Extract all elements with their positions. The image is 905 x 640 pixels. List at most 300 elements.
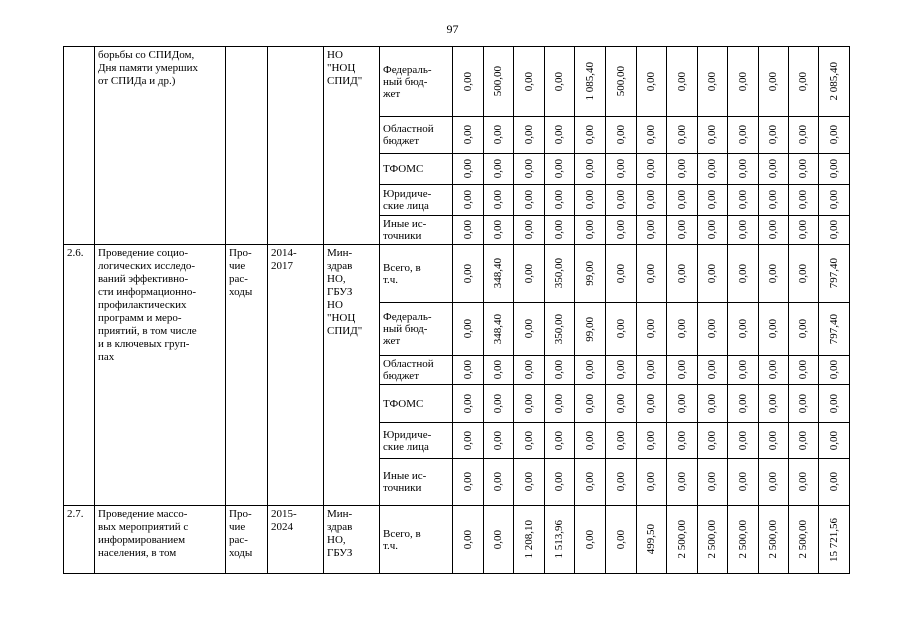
amount-cell	[453, 245, 484, 303]
amount-cell	[637, 423, 667, 459]
amount-value: 0,00	[736, 430, 749, 451]
amount-cell	[819, 185, 850, 216]
amount-cell	[789, 154, 819, 185]
amount-value: 0,00	[553, 220, 565, 240]
budget-table	[63, 46, 850, 574]
amount-value: 0,00	[675, 159, 688, 179]
amount-cell	[545, 245, 575, 303]
amount-value: 0,00	[767, 71, 779, 92]
amount-cell	[575, 303, 606, 356]
amount-cell	[637, 303, 667, 356]
amount-value: 0,00	[553, 393, 565, 414]
amount-cell	[606, 423, 637, 459]
amount-cell	[606, 47, 637, 117]
period: 2015- 2024	[268, 506, 324, 574]
amount-cell	[545, 117, 575, 154]
amount-cell	[789, 423, 819, 459]
amount-value: 0,00	[797, 125, 809, 145]
amount-value: 0,00	[461, 319, 474, 339]
amount-cell	[545, 216, 575, 245]
amount-cell	[728, 303, 759, 356]
amount-value: 0,00	[461, 190, 474, 210]
amount-cell	[575, 423, 606, 459]
amount-value: 0,00	[645, 472, 657, 492]
amount-value: 0,00	[522, 71, 535, 92]
amount-value: 0,00	[583, 472, 596, 492]
amount-value: 0,00	[614, 393, 627, 414]
amount-value: 0,00	[767, 393, 779, 414]
amount-value: 0,00	[522, 393, 535, 414]
amount-cell	[789, 47, 819, 117]
executor: НО "НОЦ СПИД"	[324, 47, 380, 245]
amount-value: 0,00	[492, 529, 504, 550]
amount-cell	[759, 47, 789, 117]
amount-cell	[789, 385, 819, 423]
amount-cell	[667, 303, 698, 356]
amount-value: 0,00	[645, 430, 657, 451]
amount-value: 0,00	[767, 159, 779, 179]
amount-value: 0,00	[553, 430, 565, 451]
amount-cell	[453, 154, 484, 185]
amount-cell	[728, 47, 759, 117]
amount-cell	[789, 303, 819, 356]
amount-value: 0,00	[645, 125, 657, 145]
funding-source: Областной бюджет	[380, 356, 453, 385]
amount-value: 0,00	[706, 472, 718, 492]
amount-value: 0,00	[767, 125, 779, 145]
amount-cell	[698, 47, 728, 117]
period	[268, 47, 324, 245]
amount-cell	[698, 423, 728, 459]
amount-cell	[759, 303, 789, 356]
amount-cell	[819, 117, 850, 154]
amount-value: 0,00	[553, 71, 565, 92]
amount-value: 0,00	[461, 220, 474, 240]
page-number: 97	[446, 22, 459, 36]
amount-value: 0,00	[461, 159, 474, 179]
amount-value: 0,00	[827, 190, 840, 210]
amount-value: 0,00	[461, 125, 474, 145]
amount-value: 0,00	[461, 472, 474, 492]
amount-cell	[637, 154, 667, 185]
amount-value: 0,00	[706, 430, 718, 451]
funding-source: Иные ис- точники	[380, 216, 453, 245]
funding-source: Иные ис- точники	[380, 459, 453, 506]
amount-value: 0,00	[675, 360, 688, 380]
item-number: 2.7.	[64, 506, 95, 574]
amount-value: 0,00	[736, 71, 749, 92]
amount-value: 0,00	[553, 125, 565, 145]
amount-value: 0,00	[797, 71, 809, 92]
amount-cell	[698, 185, 728, 216]
funding-source: ТФОМС	[380, 385, 453, 423]
amount-value: 0,00	[645, 190, 657, 210]
amount-cell	[698, 117, 728, 154]
amount-value: 0,00	[461, 71, 474, 92]
amount-cell	[819, 154, 850, 185]
amount-value: 0,00	[522, 263, 535, 284]
amount-value: 0,00	[583, 190, 596, 210]
amount-cell	[545, 356, 575, 385]
amount-value: 0,00	[767, 319, 779, 339]
amount-value: 0,00	[522, 360, 535, 380]
amount-value: 797,40	[827, 313, 840, 345]
amount-cell	[637, 506, 667, 574]
amount-value: 2 500,00	[706, 520, 718, 559]
amount-cell	[453, 117, 484, 154]
amount-value: 0,00	[492, 159, 504, 179]
amount-cell	[698, 459, 728, 506]
amount-cell	[484, 303, 514, 356]
amount-cell	[606, 117, 637, 154]
amount-value: 0,00	[492, 360, 504, 380]
amount-cell	[667, 506, 698, 574]
amount-value: 0,00	[706, 190, 718, 210]
amount-value: 0,00	[461, 360, 474, 380]
amount-value: 0,00	[797, 220, 809, 240]
amount-value: 0,00	[797, 360, 809, 380]
amount-value: 0,00	[827, 430, 840, 451]
amount-value: 1 513,96	[553, 520, 565, 559]
activity-description: Проведение социо- логических исследо- ваний эффективно- сти информационно- профилактических программ и меро- приятий, в том числе и в ключевых груп- пах	[95, 245, 226, 506]
amount-cell	[484, 245, 514, 303]
amount-value: 0,00	[614, 220, 627, 240]
amount-cell	[698, 303, 728, 356]
amount-cell	[637, 47, 667, 117]
amount-value: 500,00	[492, 66, 504, 97]
amount-value: 0,00	[736, 159, 749, 179]
amount-cell	[545, 385, 575, 423]
amount-cell	[728, 506, 759, 574]
executor: Мин- здрав НО, ГБУЗ НО "НОЦ СПИД"	[324, 245, 380, 506]
amount-cell	[698, 245, 728, 303]
amount-cell	[667, 185, 698, 216]
activity-description: борьбы со СПИДом, Дня памяти умерших от СПИДа и др.)	[95, 47, 226, 245]
amount-value: 350,00	[553, 258, 565, 289]
amount-value: 0,00	[492, 430, 504, 451]
amount-value: 0,00	[706, 263, 718, 284]
amount-cell	[484, 506, 514, 574]
amount-cell	[575, 459, 606, 506]
amount-cell	[667, 459, 698, 506]
amount-cell	[484, 385, 514, 423]
funding-source: Юридиче- ские лица	[380, 423, 453, 459]
amount-cell	[514, 245, 545, 303]
amount-value: 1 085,40	[583, 62, 596, 101]
amount-value: 0,00	[797, 190, 809, 210]
amount-value: 0,00	[736, 319, 749, 339]
amount-value: 0,00	[522, 190, 535, 210]
amount-value: 0,00	[461, 263, 474, 284]
amount-value: 0,00	[736, 190, 749, 210]
amount-value: 0,00	[583, 529, 596, 550]
amount-value: 0,00	[706, 220, 718, 240]
amount-cell	[453, 459, 484, 506]
amount-value: 0,00	[675, 125, 688, 145]
amount-cell	[759, 216, 789, 245]
amount-cell	[667, 154, 698, 185]
amount-value: 0,00	[706, 159, 718, 179]
amount-value: 0,00	[492, 190, 504, 210]
amount-value: 0,00	[797, 263, 809, 284]
amount-value: 2 500,00	[797, 520, 809, 559]
amount-cell	[698, 154, 728, 185]
amount-cell	[728, 423, 759, 459]
amount-cell	[606, 245, 637, 303]
amount-cell	[514, 154, 545, 185]
amount-cell	[484, 47, 514, 117]
amount-value: 0,00	[736, 220, 749, 240]
amount-cell	[606, 459, 637, 506]
amount-cell	[759, 154, 789, 185]
amount-cell	[453, 185, 484, 216]
amount-value: 0,00	[767, 220, 779, 240]
amount-cell	[514, 303, 545, 356]
amount-value: 0,00	[827, 220, 840, 240]
amount-cell	[606, 506, 637, 574]
amount-cell	[606, 216, 637, 245]
amount-value: 0,00	[706, 125, 718, 145]
expense-type: Про- чие рас- ходы	[226, 245, 268, 506]
amount-cell	[819, 303, 850, 356]
amount-value: 15 721,56	[827, 517, 840, 562]
amount-value: 2 500,00	[675, 520, 688, 559]
funding-source: ТФОМС	[380, 154, 453, 185]
amount-value: 0,00	[614, 360, 627, 380]
activity-description: Проведение массо- вых мероприятий с информированием населения, в том	[95, 506, 226, 574]
amount-cell	[453, 506, 484, 574]
amount-cell	[789, 356, 819, 385]
amount-value: 0,00	[522, 220, 535, 240]
amount-cell	[698, 216, 728, 245]
amount-cell	[728, 117, 759, 154]
amount-value: 0,00	[797, 393, 809, 414]
amount-value: 0,00	[492, 472, 504, 492]
amount-cell	[514, 185, 545, 216]
amount-value: 0,00	[553, 360, 565, 380]
amount-cell	[759, 385, 789, 423]
amount-value: 1 208,10	[522, 520, 535, 559]
amount-cell	[759, 245, 789, 303]
amount-value: 0,00	[645, 319, 657, 339]
funding-source: Федераль- ный бюд- жет	[380, 47, 453, 117]
amount-value: 0,00	[492, 393, 504, 414]
amount-value: 0,00	[827, 360, 840, 380]
amount-value: 499,50	[645, 524, 657, 555]
amount-cell	[606, 303, 637, 356]
amount-cell	[698, 506, 728, 574]
amount-value: 348,40	[492, 258, 504, 289]
amount-value: 0,00	[645, 263, 657, 284]
amount-value: 0,00	[522, 159, 535, 179]
amount-cell	[514, 356, 545, 385]
amount-value: 0,00	[675, 71, 688, 92]
amount-value: 2 085,40	[827, 62, 840, 101]
amount-value: 0,00	[736, 360, 749, 380]
amount-cell	[819, 216, 850, 245]
amount-cell	[453, 356, 484, 385]
amount-value: 0,00	[767, 263, 779, 284]
expense-type: Про- чие рас- ходы	[226, 506, 268, 574]
amount-value: 0,00	[736, 472, 749, 492]
amount-value: 0,00	[461, 529, 474, 550]
executor: Мин- здрав НО, ГБУЗ	[324, 506, 380, 574]
amount-cell	[819, 459, 850, 506]
amount-value: 0,00	[767, 190, 779, 210]
amount-value: 0,00	[522, 430, 535, 451]
amount-value: 0,00	[706, 360, 718, 380]
amount-value: 0,00	[797, 472, 809, 492]
amount-value: 0,00	[492, 125, 504, 145]
amount-value: 0,00	[614, 319, 627, 339]
amount-cell	[789, 506, 819, 574]
amount-cell	[728, 356, 759, 385]
amount-value: 0,00	[645, 360, 657, 380]
amount-value: 797,40	[827, 258, 840, 289]
amount-value: 0,00	[614, 190, 627, 210]
amount-cell	[514, 216, 545, 245]
amount-cell	[759, 506, 789, 574]
budget-table-body	[64, 47, 850, 574]
amount-cell	[606, 185, 637, 216]
amount-cell	[667, 117, 698, 154]
amount-value: 350,00	[553, 313, 565, 345]
amount-cell	[453, 423, 484, 459]
amount-cell	[637, 356, 667, 385]
amount-cell	[667, 423, 698, 459]
table-row	[64, 506, 850, 574]
amount-cell	[545, 303, 575, 356]
amount-cell	[637, 185, 667, 216]
table-row	[64, 47, 850, 117]
amount-cell	[728, 154, 759, 185]
amount-cell	[759, 356, 789, 385]
amount-cell	[667, 356, 698, 385]
item-number: 2.6.	[64, 245, 95, 506]
amount-value: 0,00	[583, 159, 596, 179]
amount-cell	[819, 245, 850, 303]
amount-value: 0,00	[614, 430, 627, 451]
amount-value: 0,00	[827, 159, 840, 179]
amount-cell	[514, 385, 545, 423]
amount-cell	[484, 216, 514, 245]
amount-cell	[545, 423, 575, 459]
amount-cell	[667, 47, 698, 117]
funding-source: Областной бюджет	[380, 117, 453, 154]
amount-value: 0,00	[797, 319, 809, 339]
amount-cell	[759, 459, 789, 506]
amount-cell	[698, 385, 728, 423]
amount-cell	[484, 423, 514, 459]
amount-cell	[575, 216, 606, 245]
item-number	[64, 47, 95, 245]
funding-source: Всего, в т.ч.	[380, 245, 453, 303]
amount-value: 0,00	[827, 393, 840, 414]
amount-cell	[575, 154, 606, 185]
amount-value: 0,00	[614, 125, 627, 145]
amount-cell	[728, 459, 759, 506]
amount-cell	[667, 216, 698, 245]
amount-value: 0,00	[675, 319, 688, 339]
amount-cell	[453, 303, 484, 356]
amount-value: 0,00	[583, 125, 596, 145]
amount-value: 0,00	[736, 125, 749, 145]
amount-value: 0,00	[461, 430, 474, 451]
amount-value: 0,00	[767, 360, 779, 380]
funding-source: Юридиче- ские лица	[380, 185, 453, 216]
amount-value: 0,00	[553, 472, 565, 492]
amount-cell	[728, 245, 759, 303]
amount-cell	[637, 245, 667, 303]
amount-cell	[514, 117, 545, 154]
amount-value: 0,00	[797, 159, 809, 179]
amount-value: 0,00	[645, 393, 657, 414]
amount-cell	[575, 385, 606, 423]
amount-cell	[606, 385, 637, 423]
amount-cell	[484, 356, 514, 385]
amount-cell	[453, 385, 484, 423]
amount-value: 0,00	[645, 159, 657, 179]
amount-cell	[514, 506, 545, 574]
amount-cell	[575, 117, 606, 154]
amount-cell	[637, 459, 667, 506]
amount-value: 348,40	[492, 313, 504, 345]
amount-cell	[819, 423, 850, 459]
amount-value: 0,00	[583, 220, 596, 240]
amount-value: 0,00	[583, 393, 596, 414]
amount-cell	[667, 245, 698, 303]
amount-value: 0,00	[767, 472, 779, 492]
amount-cell	[514, 423, 545, 459]
amount-value: 99,00	[583, 261, 596, 286]
amount-value: 0,00	[492, 220, 504, 240]
amount-cell	[789, 245, 819, 303]
amount-value: 0,00	[553, 159, 565, 179]
amount-cell	[728, 385, 759, 423]
expense-type	[226, 47, 268, 245]
amount-cell	[575, 185, 606, 216]
amount-value: 0,00	[827, 472, 840, 492]
amount-value: 0,00	[522, 125, 535, 145]
funding-source: Всего, в т.ч.	[380, 506, 453, 574]
amount-value: 0,00	[675, 263, 688, 284]
amount-cell	[484, 459, 514, 506]
amount-cell	[819, 47, 850, 117]
amount-cell	[759, 117, 789, 154]
amount-cell	[484, 185, 514, 216]
amount-value: 0,00	[522, 319, 535, 339]
amount-value: 0,00	[675, 430, 688, 451]
amount-value: 0,00	[614, 159, 627, 179]
amount-value: 0,00	[675, 190, 688, 210]
amount-cell	[575, 506, 606, 574]
amount-value: 0,00	[706, 319, 718, 339]
amount-cell	[759, 185, 789, 216]
amount-value: 0,00	[675, 393, 688, 414]
amount-cell	[667, 385, 698, 423]
amount-value: 0,00	[827, 125, 840, 145]
amount-value: 0,00	[675, 472, 688, 492]
amount-cell	[819, 356, 850, 385]
amount-cell	[728, 216, 759, 245]
amount-cell	[453, 47, 484, 117]
amount-cell	[545, 459, 575, 506]
amount-cell	[575, 245, 606, 303]
amount-cell	[789, 117, 819, 154]
amount-cell	[789, 459, 819, 506]
amount-cell	[759, 423, 789, 459]
amount-value: 0,00	[736, 263, 749, 284]
